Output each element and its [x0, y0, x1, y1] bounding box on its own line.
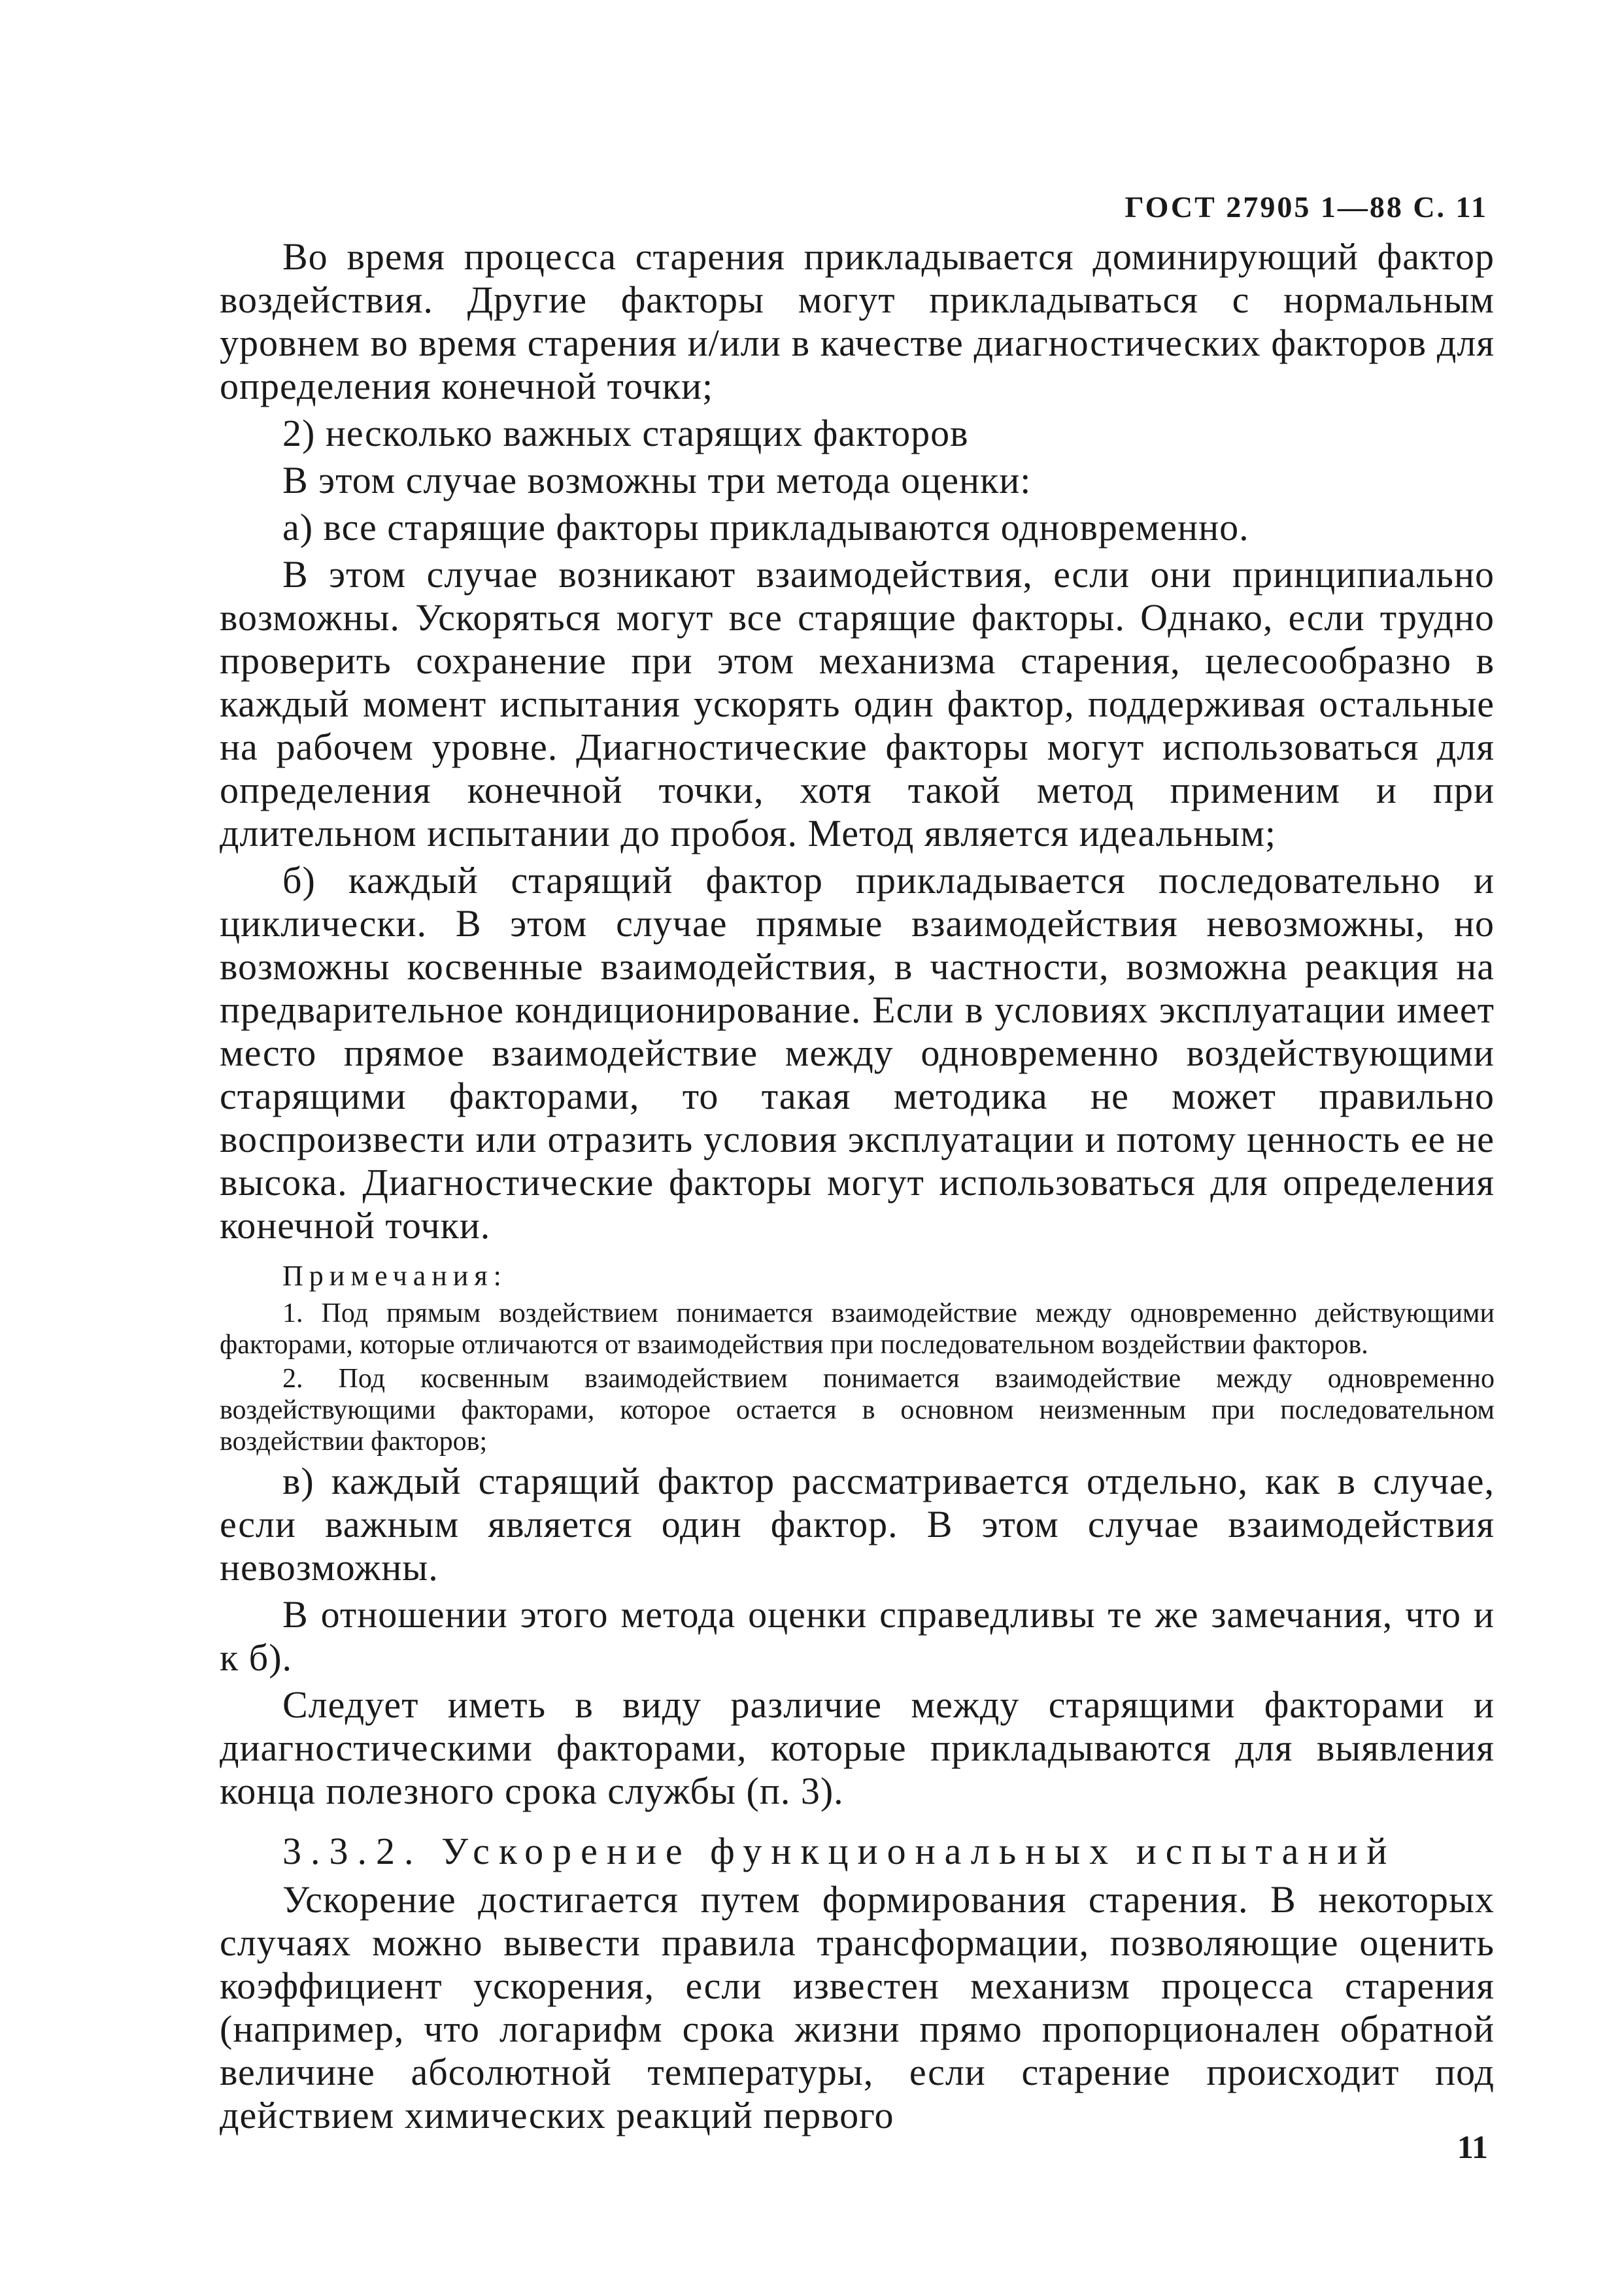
list-item-a: а) все старящие факторы прикладываются одновременно. — [282, 506, 1249, 548]
section-paragraph: Ускорение достигается путем формирования старения. В некоторых случаях можно вывести правила трансформации, позволяющие оценить коэффициент ускорения, если известен механизм процесса старения (например, что логарифм срока жизни прямо пропорционален обратной величине абсолютной температуры, если старение происходит под действием химических реакций первого — [220, 1878, 1495, 2136]
paragraph: В отношении этого метода оценки справедливы те же замечания, что и к б). — [220, 1593, 1495, 1679]
list-item-v: в) каждый старящий фактор рассматривается отдельно, как в случае, если важным является один фактор. В этом случае взаимодействия невозможны. — [220, 1460, 1495, 1589]
paragraph: В этом случае возникают взаимодействия, если они принципиально возможны. Ускоряться могут все старящие факторы. Однако, если трудно проверить сохранение при этом механизма старения, целесообразно в каждый момент испытания ускорять один фактор, поддерживая остальные на рабочем уровне. Диагностические факторы могут использоваться для определения конечной точки, хотя такой метод применим и при длительном испытании до пробоя. Метод является идеальным; — [220, 553, 1495, 854]
note-item: 2. Под косвенным взаимодействием понимается взаимодействие между одновременно воздействующими факторами, которое остается в основном неизменным при последовательном воздействии факторов; — [220, 1364, 1495, 1457]
standard-header: ГОСТ 27905 1—88 С. 11 — [1125, 190, 1488, 224]
paragraph: В этом случае возможны три метода оценки: — [282, 459, 1032, 501]
note-item: 1. Под прямым воздействием понимается взаимодействие между одновременно действующими факторами, которые отличаются от взаимодействия при последовательном воздействии факторов. — [220, 1298, 1495, 1360]
body-text — [220, 235, 1495, 2141]
paragraph: Во время процесса старения прикладывается доминирующий фактор воздействия. Другие факторы могут прикладываться с нормальным уровнем во время старения и/или в качестве диагностических факторов для определения конечной точки; — [220, 235, 1495, 407]
list-item-b: б) каждый старящий фактор прикладывается последовательно и циклически. В этом случае прямые взаимодействия невозможны, но возможны косвенные взаимодействия, в частности, возможна реакция на предварительное кондиционирование. Если в условиях эксплуатации имеет место прямое взаимодействие между одновременно воздействующими старящими факторами, то такая методика не может правильно воспроизвести или отразить условия эксплуатации и потому ценность ее не высока. Диагностические факторы могут использоваться для определения конечной точки. — [220, 859, 1495, 1247]
section-heading: 3.3.2. Ускорение функциональных испытаний — [282, 1830, 1396, 1872]
page-number: 11 — [1457, 2129, 1488, 2165]
paragraph: Следует иметь в виду различие между старящими факторами и диагностическими факторами, которые прикладываются для выявления конца полезного срока службы (п. 3). — [220, 1683, 1495, 1812]
notes-title: Примечания: — [282, 1260, 507, 1292]
list-item-2: 2) несколько важных старящих факторов — [282, 412, 969, 454]
